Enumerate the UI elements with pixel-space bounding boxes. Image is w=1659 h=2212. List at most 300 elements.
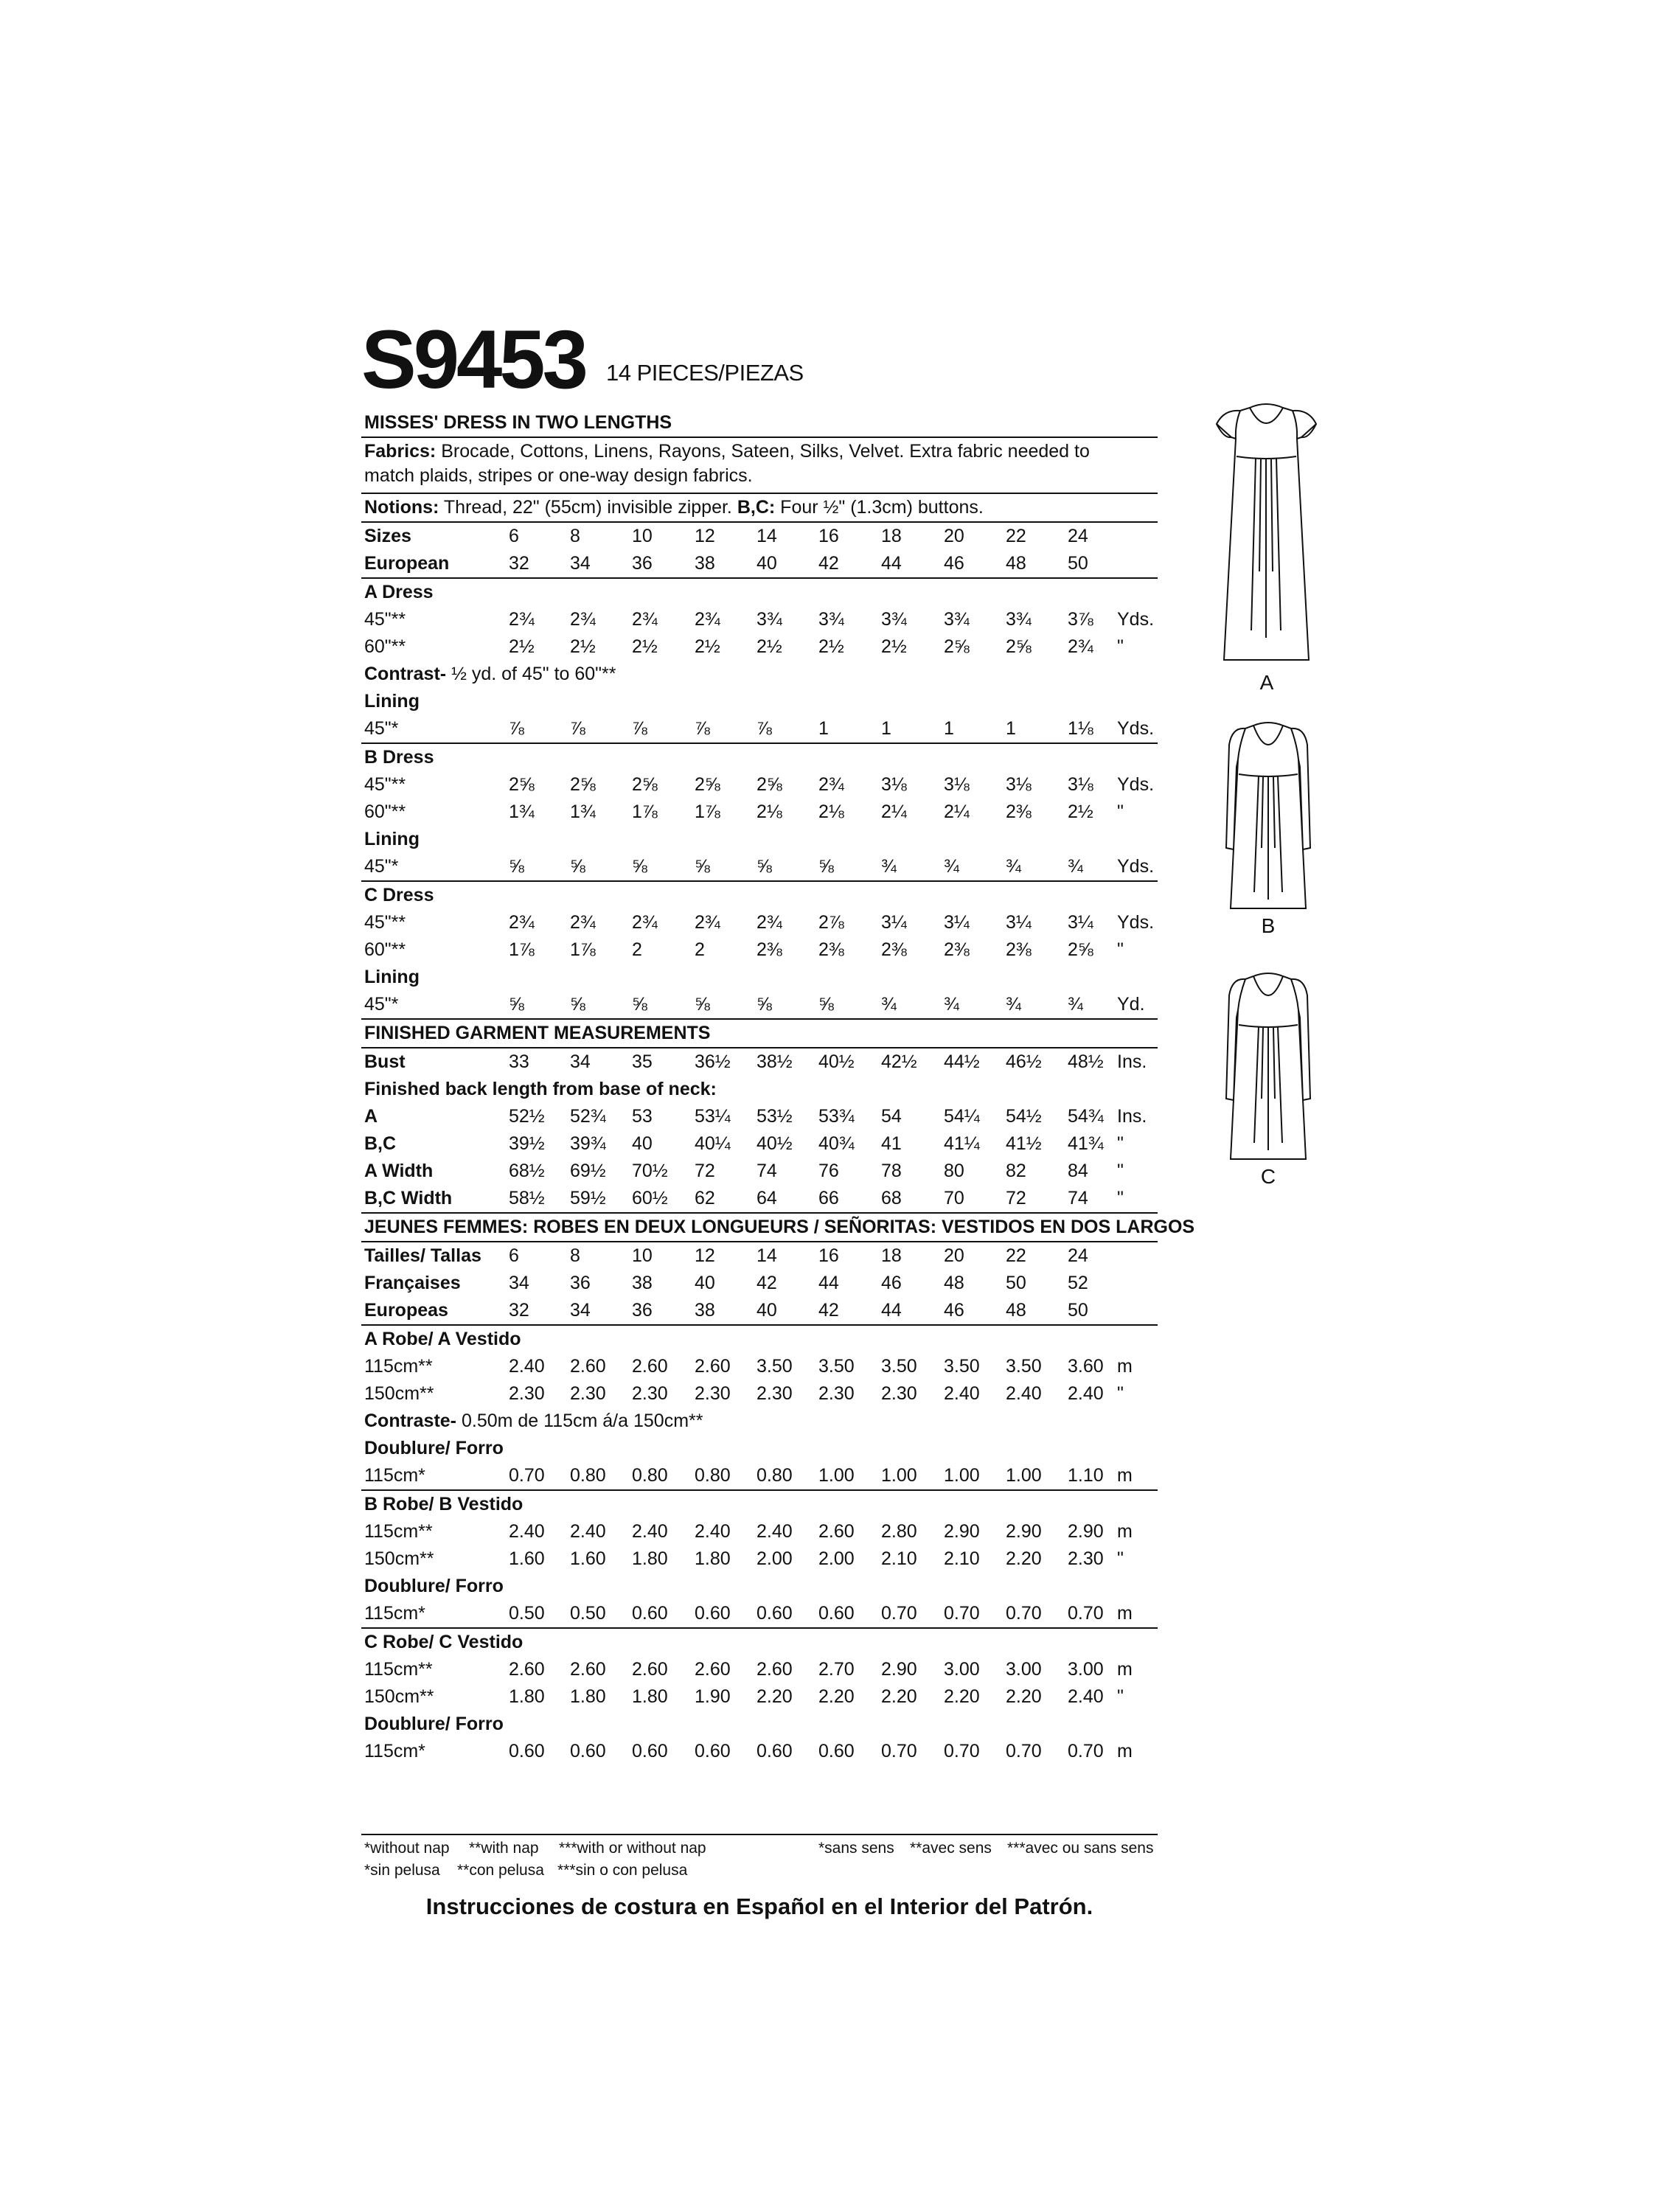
a-dress-heading-label: A Dress — [364, 582, 434, 602]
a-dress-row-label: 45"** — [364, 609, 406, 630]
back-length-heading — [361, 1076, 1158, 1103]
b-dress-row-cell: 2⅛ — [818, 801, 844, 822]
c-robe-lining-heading-label: Doublure/ Forro — [364, 1714, 504, 1734]
finished-heading-label: FINISHED GARMENT MEASUREMENTS — [364, 1023, 711, 1043]
notions-value-2: Four ½" (1.3cm) buttons. — [780, 497, 984, 518]
b-robe-row-cell: 2.00 — [818, 1548, 855, 1569]
c-robe-row-cell: 3.00 — [1068, 1659, 1104, 1680]
footnote-sans-sens: *sans sens — [818, 1840, 894, 1857]
a-robe-row-cell: 2.60 — [695, 1356, 731, 1377]
a-dress-row-cell: 3¾ — [881, 609, 907, 630]
finished-row-cell: 41 — [881, 1133, 902, 1154]
a-robe-contrast-label: Contraste- — [364, 1411, 457, 1431]
a-robe-row-cell: 2.40 — [509, 1356, 545, 1377]
finished-row-label: A Width — [364, 1161, 434, 1181]
b-robe-heading-label: B Robe/ B Vestido — [364, 1494, 524, 1514]
c-robe-row-cell: 1.80 — [509, 1686, 545, 1707]
europeas-row-cell: 36 — [632, 1300, 653, 1321]
finished-row-cell: 74 — [1068, 1188, 1088, 1208]
style-number: S9453 — [361, 313, 585, 406]
sizes-row-cell: 16 — [818, 526, 839, 546]
francaises-row-cell: 48 — [944, 1273, 964, 1293]
c-robe-row-label: 150cm** — [364, 1686, 434, 1707]
finished-row-cell: 40 — [632, 1133, 653, 1154]
c-dress-row-unit: Yds. — [1117, 912, 1155, 933]
finished-row-cell: 70½ — [632, 1161, 668, 1181]
c-robe-lining-row-label: 115cm* — [364, 1741, 425, 1761]
francaises-row-cell: 44 — [818, 1273, 839, 1293]
a-robe-lining-row-cell: 0.80 — [570, 1465, 606, 1486]
a-robe-contrast-value: 0.50m de 115cm á/a 150cm** — [461, 1411, 703, 1431]
b-dress-row-cell: 2⅝ — [757, 774, 782, 795]
back-length-heading-label: Finished back length from base of neck: — [364, 1079, 717, 1099]
fabrics-text — [361, 438, 1128, 488]
finished-row-cell: 41¼ — [944, 1133, 980, 1154]
c-dress-lining-row-cell: ⅝ — [509, 994, 524, 1015]
francaises-row-label: Françaises — [364, 1273, 461, 1293]
a-dress-row-cell: 3¾ — [818, 609, 844, 630]
a-robe-row-cell: 3.50 — [881, 1356, 917, 1377]
a-robe-lining-row-cell: 1.00 — [944, 1465, 980, 1486]
c-dress-row-cell: 2⅜ — [944, 939, 970, 960]
b-robe-row-cell: 2.40 — [757, 1521, 793, 1542]
b-robe-lining-row — [361, 1600, 1158, 1627]
piece-count: 14 PIECES/PIEZAS — [606, 360, 804, 386]
finished-row-cell: 54 — [881, 1106, 902, 1127]
b-dress-row-label: 60"** — [364, 801, 406, 822]
c-robe-row-cell: 2.60 — [570, 1659, 606, 1680]
b-robe-lining-row-cell: 0.50 — [509, 1603, 545, 1624]
c-robe-lining-row-unit: m — [1117, 1741, 1133, 1761]
a-robe-row-cell: 3.60 — [1068, 1356, 1104, 1377]
c-dress-row-cell: 1⅞ — [509, 939, 535, 960]
notions-text — [364, 497, 984, 518]
european-row-cell: 32 — [509, 553, 529, 574]
b-dress-lining-row-unit: Yds. — [1117, 856, 1155, 877]
fabrics-value: Brocade, Cottons, Linens, Rayons, Sateen, Silks, Velvet. Extra fabric needed to match plaids, stripes or one-way design fabrics. — [364, 441, 1090, 486]
c-robe-row-cell: 3.00 — [1006, 1659, 1042, 1680]
b-robe-row-cell: 2.40 — [570, 1521, 606, 1542]
sizes-row-cell: 12 — [695, 526, 715, 546]
a-robe-row-unit: m — [1117, 1356, 1133, 1377]
b-dress-row-cell: 2⅝ — [509, 774, 535, 795]
a-dress-lining-row-cell: ⅞ — [757, 718, 772, 739]
c-robe-row-cell: 2.20 — [944, 1686, 980, 1707]
c-robe-lining-row-cell: 0.60 — [632, 1741, 668, 1761]
bust-row-cell: 35 — [632, 1051, 653, 1072]
finished-row-cell: 53¼ — [695, 1106, 731, 1127]
european-row-cell: 34 — [570, 553, 591, 574]
europeas-row-cell: 44 — [881, 1300, 902, 1321]
b-robe-row-cell: 2.40 — [632, 1521, 668, 1542]
b-dress-row-cell: 2⅝ — [632, 774, 658, 795]
b-robe-row-cell: 2.90 — [1068, 1521, 1104, 1542]
tailles-row-cell: 12 — [695, 1245, 715, 1266]
b-dress-lining-row-cell: ⅝ — [818, 856, 834, 877]
b-dress-row-cell: 2¾ — [818, 774, 844, 795]
a-robe-lining-row-cell: 0.70 — [509, 1465, 545, 1486]
francaises-row — [361, 1270, 1158, 1297]
b-dress-row-cell: 3⅛ — [881, 774, 907, 795]
a-dress-row-cell: 3¾ — [757, 609, 782, 630]
a-robe-lining-row — [361, 1462, 1158, 1489]
a-robe-row-cell: 3.50 — [818, 1356, 855, 1377]
bust-row-unit: Ins. — [1117, 1051, 1147, 1072]
b-dress-row-cell: 2¼ — [881, 801, 907, 822]
sizes-row-cell: 14 — [757, 526, 777, 546]
a-dress-row-cell: 2½ — [757, 636, 782, 657]
title-row — [361, 313, 1158, 406]
c-robe-row-cell: 1.80 — [632, 1686, 668, 1707]
c-dress-row-label: 45"** — [364, 912, 406, 933]
tailles-row-cell: 6 — [509, 1245, 519, 1266]
b-robe-lining-row-cell: 0.50 — [570, 1603, 606, 1624]
a-robe-row — [361, 1380, 1158, 1408]
a-dress-row-cell: 2¾ — [695, 609, 720, 630]
a-robe-row-unit: " — [1117, 1383, 1124, 1404]
finished-row-cell: 72 — [695, 1161, 715, 1181]
b-dress-lining-row-cell: ⅝ — [757, 856, 772, 877]
a-dress-row-cell: 3¾ — [944, 609, 970, 630]
b-robe-lining-row-cell: 0.60 — [695, 1603, 731, 1624]
b-robe-row-label: 115cm** — [364, 1521, 433, 1542]
european-row-cell: 38 — [695, 553, 715, 574]
c-robe-row-label: 115cm** — [364, 1659, 433, 1680]
footnote-con-pelusa: **con pelusa — [457, 1862, 544, 1879]
a-dress-lining-row — [361, 715, 1158, 742]
footnote-with-nap: **with nap — [469, 1840, 539, 1857]
c-dress-lining-row-cell: ⅝ — [818, 994, 834, 1015]
c-dress-row-unit: " — [1117, 939, 1124, 960]
sizes-row-cell: 6 — [509, 526, 519, 546]
b-dress-row-unit: Yds. — [1117, 774, 1155, 795]
finished-row-cell: 40¼ — [695, 1133, 731, 1154]
b-dress-lining-row-cell: ¾ — [881, 856, 897, 877]
a-robe-row-cell: 2.30 — [570, 1383, 606, 1404]
a-robe-contrast-text — [364, 1411, 703, 1432]
b-dress-heading-label: B Dress — [364, 747, 434, 768]
c-dress-lining-row-cell: ¾ — [944, 994, 959, 1015]
europeas-row-cell: 40 — [757, 1300, 777, 1321]
finished-row-cell: 53½ — [757, 1106, 793, 1127]
tailles-row-cell: 24 — [1068, 1245, 1088, 1266]
a-dress-row-cell: 2½ — [695, 636, 720, 657]
footnote-avec-sens: **avec sens — [910, 1840, 992, 1857]
sizes-row-cell: 22 — [1006, 526, 1026, 546]
b-robe-lining-row-cell: 0.70 — [1006, 1603, 1042, 1624]
tailles-row-cell: 16 — [818, 1245, 839, 1266]
sizes-row-cell: 18 — [881, 526, 902, 546]
b-dress-row-cell: 2⅝ — [570, 774, 596, 795]
c-dress-row-cell: 3¼ — [1006, 912, 1032, 933]
francaises-row-cell: 46 — [881, 1273, 902, 1293]
finished-row-cell: 54½ — [1006, 1106, 1042, 1127]
c-dress-row-cell: 3¼ — [1068, 912, 1093, 933]
b-robe-row-cell: 2.10 — [944, 1548, 980, 1569]
footnote-without-nap: *without nap — [364, 1840, 450, 1857]
c-robe-row-cell: 1.80 — [570, 1686, 606, 1707]
a-dress-lining-row-cell: ⅞ — [570, 718, 585, 739]
finished-row-cell: 58½ — [509, 1188, 545, 1208]
francaises-row-cell: 40 — [695, 1273, 715, 1293]
b-dress-lining-row-cell: ⅝ — [632, 856, 647, 877]
a-robe-lining-row-label: 115cm* — [364, 1465, 425, 1486]
tailles-row-label: Tailles/ Tallas — [364, 1245, 481, 1266]
b-robe-row-cell: 2.90 — [1006, 1521, 1042, 1542]
c-robe-row-cell: 2.20 — [757, 1686, 793, 1707]
c-dress-lining-row-cell: ¾ — [881, 994, 897, 1015]
finished-row-cell: 68 — [881, 1188, 902, 1208]
b-dress-row-cell: 1¾ — [570, 801, 596, 822]
c-robe-row-cell: 2.90 — [881, 1659, 917, 1680]
a-robe-lining-row-cell: 0.80 — [757, 1465, 793, 1486]
finished-row-cell: 66 — [818, 1188, 839, 1208]
b-robe-lining-row-label: 115cm* — [364, 1603, 425, 1624]
c-dress-row-label: 60"** — [364, 939, 406, 960]
a-robe-heading — [361, 1324, 1158, 1353]
c-dress-row-cell: 1⅞ — [570, 939, 596, 960]
b-dress-lining-heading-label: Lining — [364, 829, 420, 849]
c-robe-row-unit: " — [1117, 1686, 1124, 1707]
finished-row-cell: 68½ — [509, 1161, 545, 1181]
a-dress-lining-row-cell: 1 — [818, 718, 829, 739]
europeas-row-cell: 50 — [1068, 1300, 1088, 1321]
c-robe-lining-row-cell: 0.70 — [1006, 1741, 1042, 1761]
finished-row-cell: 84 — [1068, 1161, 1088, 1181]
c-dress-lining-row-unit: Yd. — [1117, 994, 1145, 1015]
view-label-a: A — [1259, 671, 1274, 694]
a-robe-lining-row-cell: 0.80 — [695, 1465, 731, 1486]
sizes-row-label: Sizes — [364, 526, 411, 546]
finished-row-cell: 40¾ — [818, 1133, 855, 1154]
footnote-with-or-without-nap: ***with or without nap — [559, 1840, 706, 1857]
c-robe-row-cell: 2.70 — [818, 1659, 855, 1680]
c-robe-lining-row-cell: 0.70 — [881, 1741, 917, 1761]
c-robe-row-cell: 2.60 — [509, 1659, 545, 1680]
a-dress-row-cell: 3⅞ — [1068, 609, 1093, 630]
a-robe-heading-label: A Robe/ A Vestido — [364, 1329, 521, 1349]
finished-row-unit: " — [1117, 1133, 1124, 1154]
c-robe-row-cell: 3.00 — [944, 1659, 980, 1680]
european-row — [361, 550, 1158, 577]
b-dress-lining-row-cell: ¾ — [1006, 856, 1021, 877]
b-robe-lining-heading-label: Doublure/ Forro — [364, 1576, 504, 1596]
c-dress-heading-label: C Dress — [364, 885, 434, 905]
c-dress-row-cell: 2⅜ — [757, 939, 782, 960]
b-dress-lining-heading — [361, 826, 1158, 853]
a-dress-lining-row-cell: ⅞ — [509, 718, 524, 739]
a-dress-row-cell: 2¾ — [1068, 636, 1093, 657]
c-dress-row-cell: 2⅞ — [818, 912, 844, 933]
europeas-row — [361, 1297, 1158, 1324]
a-dress-row-cell: 3¾ — [1006, 609, 1032, 630]
a-dress-row-cell: 2¾ — [570, 609, 596, 630]
c-dress-row-cell: 3¼ — [944, 912, 970, 933]
francaises-row-cell: 50 — [1006, 1273, 1026, 1293]
finished-row — [361, 1185, 1158, 1212]
a-robe-row-cell: 2.60 — [632, 1356, 668, 1377]
c-dress-row-cell: 2⅝ — [1068, 939, 1093, 960]
c-dress-lining-row-cell: ⅝ — [695, 994, 710, 1015]
yardage-chart — [361, 409, 1195, 1765]
c-dress-row-cell: 2⅜ — [881, 939, 907, 960]
c-dress-lining-row-cell: ⅝ — [570, 994, 585, 1015]
c-dress-lining-row-cell: ⅝ — [632, 994, 647, 1015]
b-dress-heading — [361, 742, 1158, 771]
c-dress-lining-row-cell: ¾ — [1006, 994, 1021, 1015]
b-robe-row-label: 150cm** — [364, 1548, 434, 1569]
a-dress-row-cell: 2¾ — [632, 609, 658, 630]
a-dress-row-cell: 2½ — [818, 636, 844, 657]
a-robe-lining-heading — [361, 1435, 1158, 1462]
europeas-row-cell: 42 — [818, 1300, 839, 1321]
c-dress-row-cell: 2¾ — [570, 912, 596, 933]
bust-row-cell: 33 — [509, 1051, 529, 1072]
chart-title-label: MISSES' DRESS IN TWO LENGTHS — [364, 412, 672, 433]
spanish-instructions-note: Instrucciones de costura en Español en el Interior del Patrón. — [425, 1893, 1093, 1919]
b-robe-lining-row-cell: 0.70 — [944, 1603, 980, 1624]
b-dress-lining-row-cell: ⅝ — [695, 856, 710, 877]
a-dress-row-unit: Yds. — [1117, 609, 1155, 630]
c-robe-row-cell: 2.40 — [1068, 1686, 1104, 1707]
finished-row-cell: 54¾ — [1068, 1106, 1104, 1127]
b-dress-row-cell: 3⅛ — [1006, 774, 1032, 795]
european-row-cell: 36 — [632, 553, 653, 574]
a-dress-heading — [361, 577, 1158, 606]
b-robe-lining-row-cell: 0.60 — [632, 1603, 668, 1624]
finished-row-cell: 41½ — [1006, 1133, 1042, 1154]
tailles-row-cell: 10 — [632, 1245, 653, 1266]
a-dress-lining-row-cell: ⅞ — [695, 718, 710, 739]
finished-row-unit: Ins. — [1117, 1106, 1147, 1127]
b-dress-row-cell: 2¼ — [944, 801, 970, 822]
tailles-row-cell: 8 — [570, 1245, 580, 1266]
c-dress-row-cell: 2 — [632, 939, 642, 960]
a-dress-lining-row-unit: Yds. — [1117, 718, 1155, 739]
francaises-row-cell: 52 — [1068, 1273, 1088, 1293]
view-label-b: B — [1261, 914, 1276, 937]
finished-row-cell: 70 — [944, 1188, 964, 1208]
a-dress-contrast-label: Contrast- — [364, 664, 447, 684]
europeas-row-label: Europeas — [364, 1300, 448, 1321]
b-dress-row — [361, 771, 1158, 799]
c-dress-lining-row-label: 45"* — [364, 994, 399, 1015]
notions-row — [361, 493, 1158, 521]
finished-row-cell: 40½ — [757, 1133, 793, 1154]
finished-row-cell: 69½ — [570, 1161, 606, 1181]
a-dress-lining-row-cell: 1 — [881, 718, 891, 739]
a-robe-row-cell: 3.50 — [1006, 1356, 1042, 1377]
b-robe-row — [361, 1518, 1158, 1545]
finished-row-cell: 78 — [881, 1161, 902, 1181]
chart-title — [361, 409, 1158, 437]
fabrics-row — [361, 437, 1158, 493]
pattern-header — [361, 313, 1158, 406]
c-robe-row-cell: 2.60 — [757, 1659, 793, 1680]
a-dress-lining-heading — [361, 688, 1158, 715]
bust-row-cell: 36½ — [695, 1051, 731, 1072]
b-robe-row — [361, 1545, 1158, 1573]
a-dress-lining-row-label: 45"* — [364, 718, 399, 739]
b-dress-row-cell: 2⅝ — [695, 774, 720, 795]
a-robe-row-cell: 2.40 — [944, 1383, 980, 1404]
c-robe-lining-row-cell: 0.60 — [757, 1741, 793, 1761]
sizes-row-cell: 20 — [944, 526, 964, 546]
a-dress-row-label: 60"** — [364, 636, 406, 657]
metric-title-label: JEUNES FEMMES: ROBES EN DEUX LONGUEURS / SEÑORITAS: VESTIDOS EN DOS LARGOS — [364, 1217, 1195, 1237]
b-robe-row-cell: 1.60 — [509, 1548, 545, 1569]
tailles-row — [361, 1241, 1158, 1270]
a-dress-lining-row-cell: ⅞ — [632, 718, 647, 739]
bust-row-cell: 46½ — [1006, 1051, 1042, 1072]
sizes-row-cell: 24 — [1068, 526, 1088, 546]
finished-row-cell: 82 — [1006, 1161, 1026, 1181]
c-dress-row-cell: 3¼ — [881, 912, 907, 933]
bust-row-cell: 34 — [570, 1051, 591, 1072]
a-dress-row-cell: 2½ — [570, 636, 596, 657]
b-dress-row-cell: 2⅜ — [1006, 801, 1032, 822]
b-robe-row-cell: 2.30 — [1068, 1548, 1104, 1569]
c-robe-lining-row-cell: 0.70 — [944, 1741, 980, 1761]
finished-heading — [361, 1018, 1158, 1047]
c-dress-row-cell: 2⅜ — [1006, 939, 1032, 960]
b-robe-lining-row-cell: 0.60 — [757, 1603, 793, 1624]
a-robe-row-cell: 2.30 — [509, 1383, 545, 1404]
finished-row-cell: 72 — [1006, 1188, 1026, 1208]
b-robe-row-cell: 2.80 — [881, 1521, 917, 1542]
finished-row-label: B,C Width — [364, 1188, 453, 1208]
c-dress-row-cell: 2¾ — [757, 912, 782, 933]
c-robe-lining-row-cell: 0.60 — [695, 1741, 731, 1761]
a-robe-lining-row-cell: 0.80 — [632, 1465, 668, 1486]
europeas-row-cell: 32 — [509, 1300, 529, 1321]
c-robe-row-cell: 2.60 — [695, 1659, 731, 1680]
b-robe-lining-row-unit: m — [1117, 1603, 1133, 1624]
b-robe-row-unit: " — [1117, 1548, 1124, 1569]
c-dress-row-cell: 2¾ — [695, 912, 720, 933]
b-robe-lining-row-cell: 0.70 — [1068, 1603, 1104, 1624]
c-robe-row — [361, 1656, 1158, 1683]
c-robe-row-cell: 2.20 — [818, 1686, 855, 1707]
finished-row-cell: 53¾ — [818, 1106, 855, 1127]
a-robe-row-cell: 2.40 — [1006, 1383, 1042, 1404]
b-robe-lining-heading — [361, 1573, 1158, 1600]
finished-row-cell: 64 — [757, 1188, 777, 1208]
a-robe-row-cell: 2.30 — [757, 1383, 793, 1404]
a-robe-row-cell: 2.30 — [632, 1383, 668, 1404]
sizes-row-cell: 10 — [632, 526, 653, 546]
a-dress-row — [361, 633, 1158, 661]
a-dress-contrast-text — [364, 664, 616, 685]
c-dress-row-cell: 2¾ — [509, 912, 535, 933]
b-robe-row-cell: 2.40 — [695, 1521, 731, 1542]
bust-row-cell: 40½ — [818, 1051, 855, 1072]
b-dress-lining-row-label: 45"* — [364, 856, 399, 877]
finished-row-unit: " — [1117, 1188, 1124, 1208]
a-robe-contrast — [361, 1408, 1158, 1435]
c-robe-heading-label: C Robe/ C Vestido — [364, 1632, 524, 1652]
finished-row-unit: " — [1117, 1161, 1124, 1181]
finished-row-cell: 74 — [757, 1161, 777, 1181]
c-dress-row-cell: 2⅜ — [818, 939, 844, 960]
a-robe-row — [361, 1353, 1158, 1380]
c-robe-lining-row-cell: 0.60 — [570, 1741, 606, 1761]
b-robe-row-cell: 2.40 — [509, 1521, 545, 1542]
b-dress-row-label: 45"** — [364, 774, 406, 795]
tailles-row-cell: 14 — [757, 1245, 777, 1266]
finished-row-cell: 39¾ — [570, 1133, 606, 1154]
c-robe-lining-heading — [361, 1711, 1158, 1738]
